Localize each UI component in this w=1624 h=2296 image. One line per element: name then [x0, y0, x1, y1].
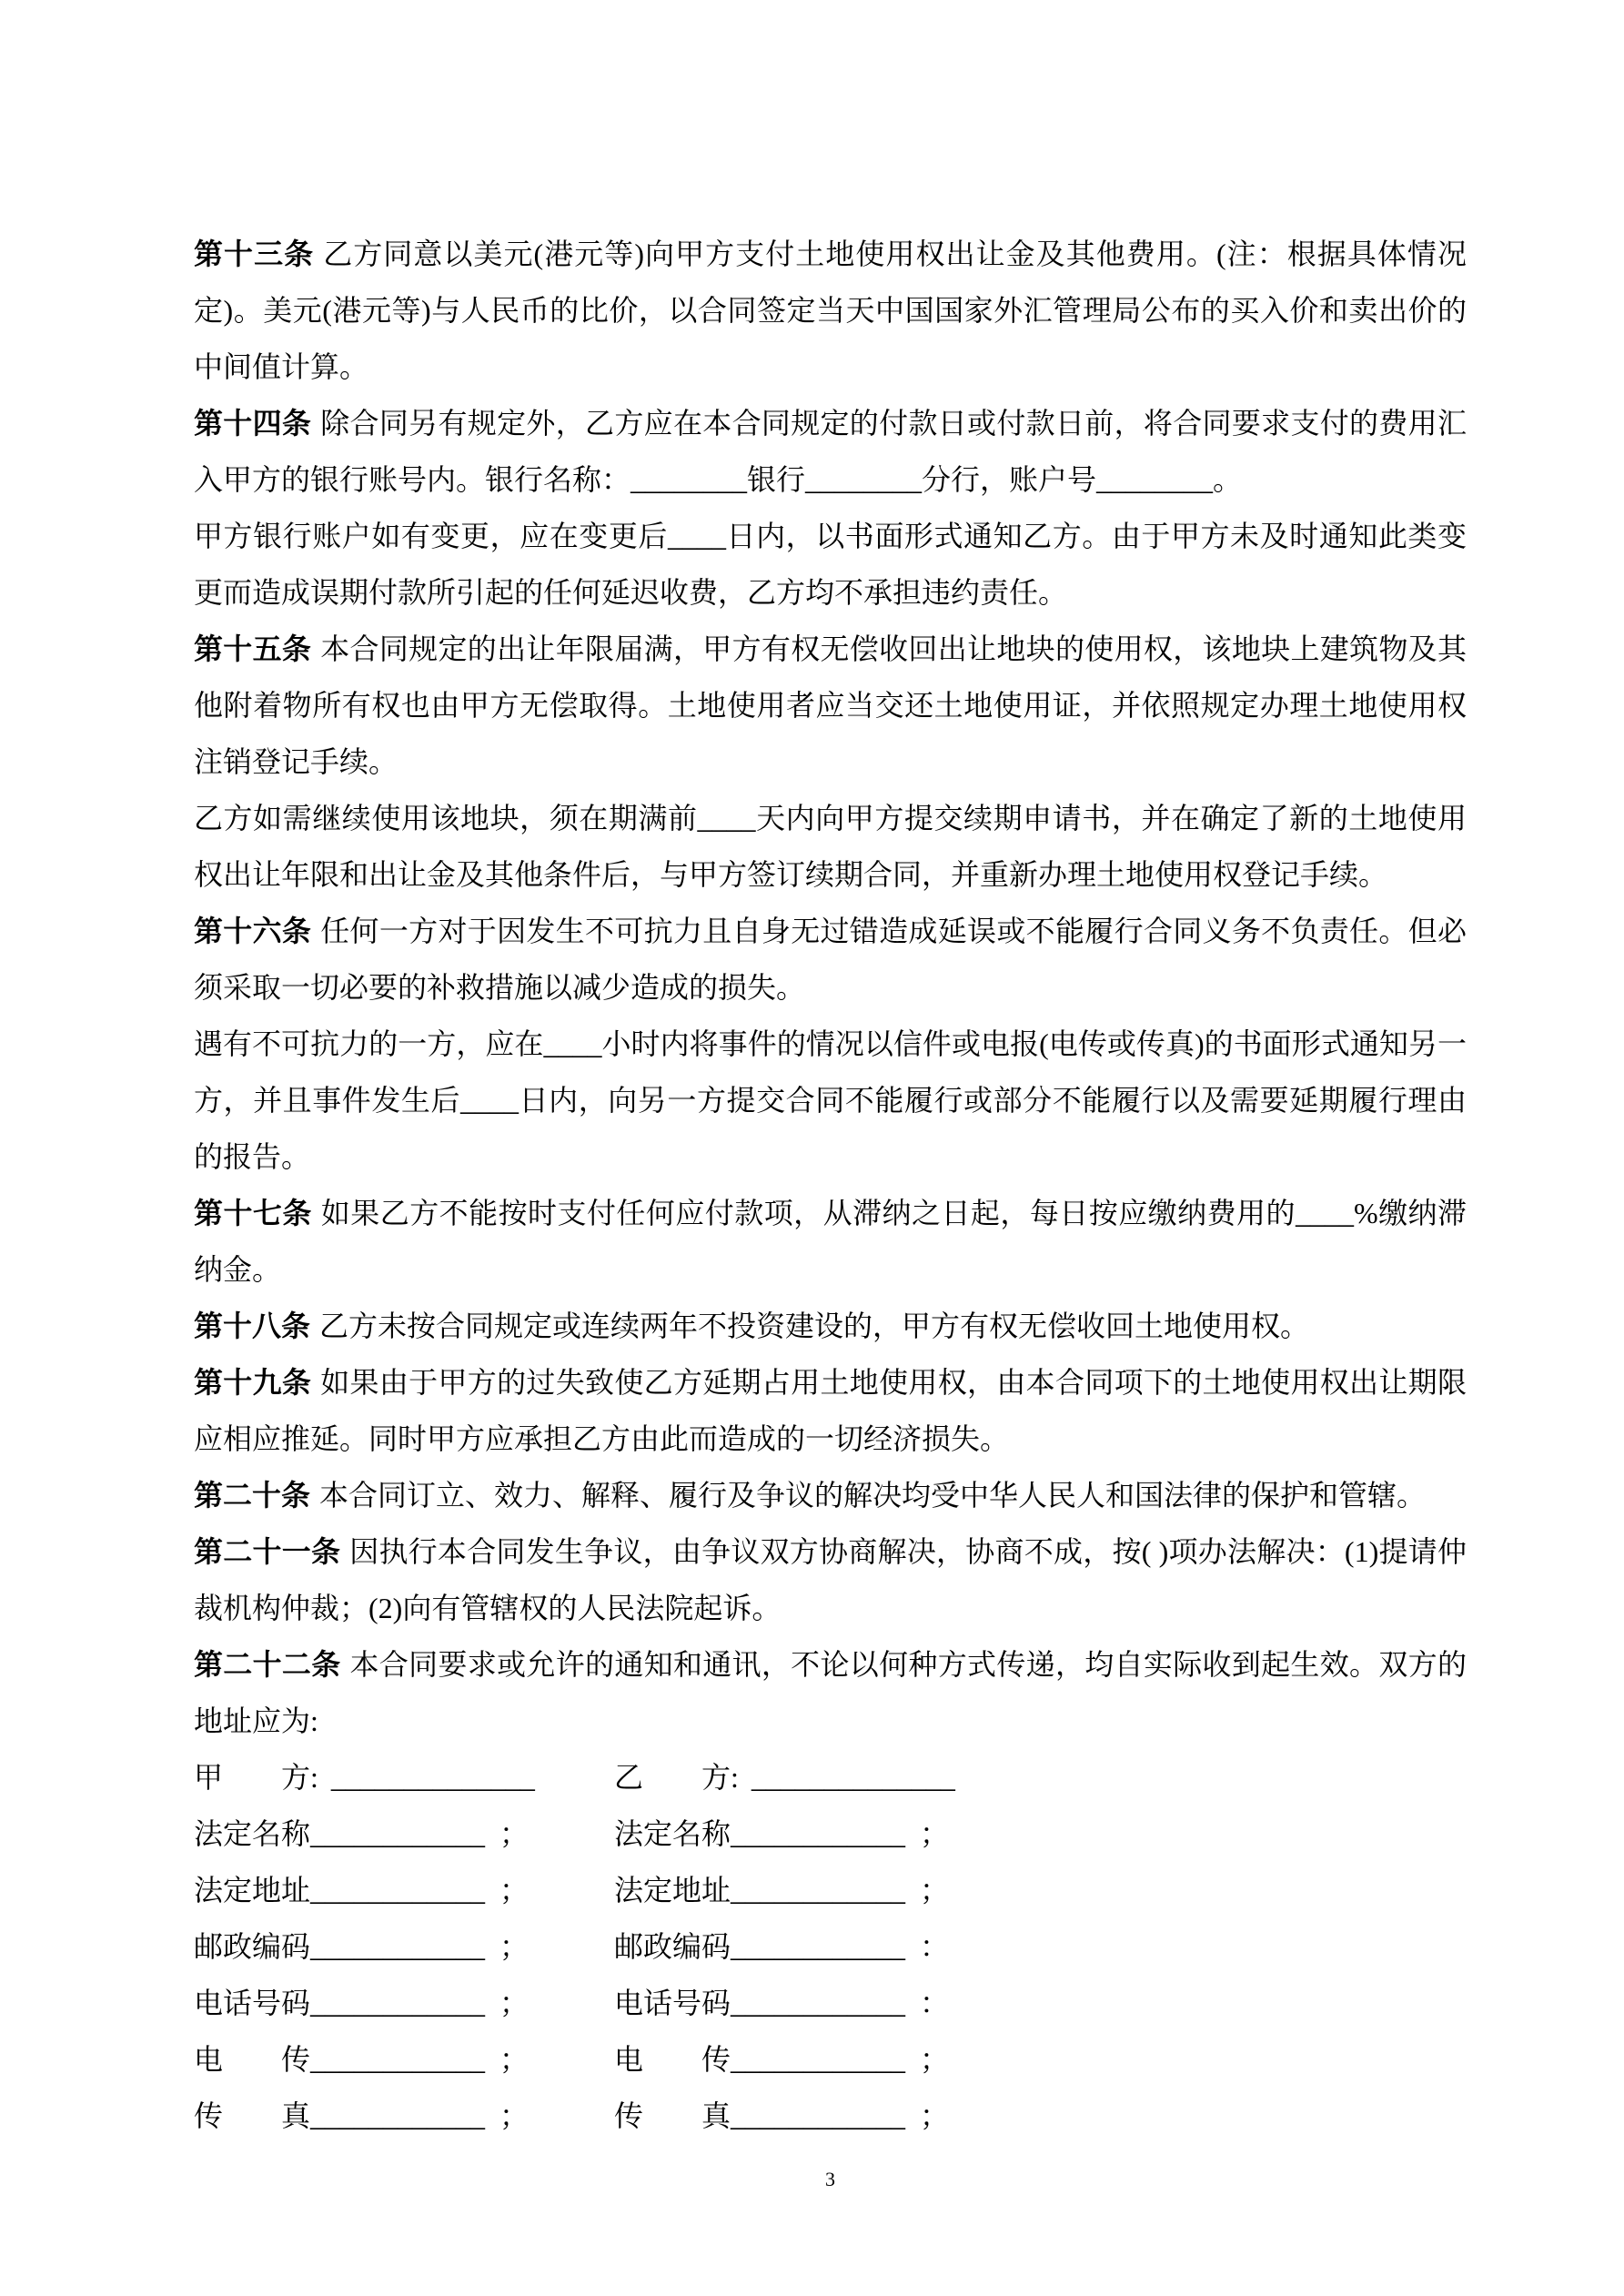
party-row — [194, 1749, 1467, 1805]
article-text: 任何一方对于因发生不可抗力且自身无过错造成延误或不能履行合同义务不负责任。但必须采取一切必要的补救措施以减少造成的损失。 — [194, 915, 1467, 1004]
party-a-cell — [194, 1749, 614, 1805]
form-label: 法定名称 — [194, 1817, 311, 1850]
article-text: 乙方未按合同规定或连续两年不投资建设的，甲方有权无偿收回土地使用权。 — [319, 1310, 1310, 1342]
form-row-phone-number — [194, 1975, 1467, 2031]
article-text: 本合同要求或允许的通知和通讯，不论以何种方式传递，均自实际收到起生效。双方的地址应为: — [194, 1648, 1467, 1737]
page-number: 3 — [825, 2168, 835, 2190]
party-b-cell — [614, 1749, 1034, 1805]
blank-line: ____________ — [731, 1874, 906, 1907]
article-number: 第二十二条 — [194, 1648, 341, 1681]
blank-line: ____________ — [310, 1930, 486, 1963]
form-row-legal-name — [194, 1805, 1467, 1862]
form-cell-left — [194, 2088, 614, 2144]
contract-paragraph — [194, 508, 1467, 621]
article-text: 本合同订立、效力、解释、履行及争议的解决均受中华人民人和国法律的保护和管辖。 — [319, 1479, 1427, 1512]
blank-line: ____________ — [731, 1930, 906, 1963]
article-text: 如果乙方不能按时支付任何应付款项，从滞纳之日起，每日按应缴纳费用的____%缴纳滞纳金。 — [194, 1197, 1467, 1286]
contract-paragraph — [194, 1016, 1467, 1185]
form-row-fax — [194, 2088, 1467, 2144]
form-label: 法定地址 — [614, 1874, 731, 1907]
form-label: 电话号码 — [194, 1987, 311, 2019]
contract-paragraph — [194, 790, 1467, 903]
blank-line: ____________ — [310, 1874, 486, 1907]
form-cell-left — [194, 1918, 614, 1975]
form-punct: ； — [499, 1817, 530, 1850]
article-number: 第二十一条 — [194, 1535, 341, 1568]
contract-paragraph — [194, 1467, 1467, 1523]
form-punct: ： — [920, 1930, 950, 1963]
article-number: 第二十条 — [194, 1479, 311, 1512]
article-text: 乙方如需继续使用该地块，须在期满前____天内向甲方提交续期申请书，并在确定了新的土地使用权出让年限和出让金及其他条件后，与甲方签订续期合同，并重新办理土地使用权登记手续。 — [194, 802, 1467, 891]
form-label: 电 传 — [614, 2043, 731, 2076]
article-text: 因执行本合同发生争议，由争议双方协商解决，协商不成，按( )项办法解决：(1)提请仲裁机构仲裁；(2)向有管辖权的人民法院起诉。 — [194, 1535, 1467, 1624]
blank-line: ____________ — [731, 2043, 906, 2076]
blank-line: ____________ — [310, 1987, 486, 2019]
article-text: 如果由于甲方的过失致使乙方延期占用土地使用权，由本合同项下的土地使用权出让期限应相应推延。同时甲方应承担乙方由此而造成的一切经济损失。 — [194, 1366, 1467, 1455]
article-number: 第十九条 — [194, 1366, 312, 1399]
party-b-label: 乙 方: — [614, 1761, 739, 1794]
blank-line: ____________ — [310, 2043, 486, 2076]
article-text: 甲方银行账户如有变更，应在变更后____日内，以书面形式通知乙方。由于甲方未及时通知此类变更而造成误期付款所引起的任何延迟收费，乙方均不承担违约责任。 — [194, 520, 1467, 609]
form-label: 传 真 — [614, 2099, 731, 2132]
form-cell-right — [614, 1975, 1034, 2031]
form-punct: ； — [499, 2099, 530, 2132]
contract-paragraph — [194, 621, 1467, 790]
contract-paragraph — [194, 1354, 1467, 1467]
contract-paragraph — [194, 903, 1467, 1016]
contract-paragraph — [194, 226, 1467, 395]
form-row-postal-code — [194, 1918, 1467, 1975]
article-number: 第十五条 — [194, 632, 312, 665]
article-text: 除合同另有规定外，乙方应在本合同规定的付款日或付款日前，将合同要求支付的费用汇入甲方的银行账号内。银行名称：________银行________分行，账户号________。 — [194, 407, 1467, 496]
form-cell-left — [194, 1862, 614, 1918]
article-number: 第十六条 — [194, 915, 312, 947]
form-cell-right — [614, 1805, 1034, 1862]
form-cell-left — [194, 1975, 614, 2031]
form-punct: ； — [920, 1817, 950, 1850]
form-row-telex — [194, 2031, 1467, 2088]
form-label: 电话号码 — [614, 1987, 731, 2019]
article-text: 本合同规定的出让年限届满，甲方有权无偿收回出让地块的使用权，该地块上建筑物及其他附着物所有权也由甲方无偿取得。土地使用者应当交还土地使用证，并依照规定办理土地使用权注销登记手续。 — [194, 632, 1467, 778]
blank-line: ____________ — [731, 1987, 906, 2019]
form-label: 邮政编码 — [194, 1930, 311, 1963]
blank-line: ____________ — [731, 1817, 906, 1850]
form-cell-right — [614, 1862, 1034, 1918]
form-punct: ； — [920, 2043, 950, 2076]
form-label: 电 传 — [194, 2043, 311, 2076]
article-text: 乙方同意以美元(港元等)向甲方支付土地使用权出让金及其他费用。(注：根据具体情况定)。美元(港元等)与人民币的比价，以合同签定当天中国国家外汇管理局公布的买入价和卖出价的中间值计算。 — [194, 238, 1467, 383]
form-label: 法定名称 — [614, 1817, 731, 1850]
party-b-blank-line: ______________ — [751, 1761, 955, 1794]
article-number: 第十八条 — [194, 1310, 311, 1342]
form-label: 传 真 — [194, 2099, 311, 2132]
contract-paragraph — [194, 1523, 1467, 1636]
form-punct: ； — [499, 2043, 530, 2076]
form-label: 邮政编码 — [614, 1930, 731, 1963]
form-cell-right — [614, 2031, 1034, 2088]
form-row-legal-address — [194, 1862, 1467, 1918]
form-cell-right — [614, 1918, 1034, 1975]
article-text: 遇有不可抗力的一方，应在____小时内将事件的情况以信件或电报(电传或传真)的书面形式通知另一方，并且事件发生后____日内，向另一方提交合同不能履行或部分不能履行以及需要延期履行理由的报告。 — [194, 1027, 1467, 1173]
blank-line: ____________ — [731, 2099, 906, 2132]
form-label: 法定地址 — [194, 1874, 311, 1907]
article-number: 第十七条 — [194, 1197, 312, 1229]
form-cell-left — [194, 2031, 614, 2088]
party-a-label: 甲 方: — [194, 1761, 318, 1794]
form-punct: ； — [920, 1874, 950, 1907]
contract-paragraph — [194, 1298, 1467, 1354]
form-punct: ； — [499, 1930, 530, 1963]
form-cell-right — [614, 2088, 1034, 2144]
form-cell-left — [194, 1805, 614, 1862]
form-punct: ； — [499, 1987, 530, 2019]
contract-paragraph — [194, 395, 1467, 508]
blank-line: ____________ — [310, 1817, 486, 1850]
contract-paragraph — [194, 1636, 1467, 1749]
form-punct: ； — [920, 2099, 950, 2132]
form-punct: ： — [920, 1987, 950, 2019]
article-number: 第十三条 — [194, 238, 315, 270]
contract-paragraph — [194, 1185, 1467, 1298]
party-a-blank-line: ______________ — [330, 1761, 535, 1794]
form-punct: ； — [499, 1874, 530, 1907]
article-number: 第十四条 — [194, 407, 312, 440]
blank-line: ____________ — [310, 2099, 486, 2132]
